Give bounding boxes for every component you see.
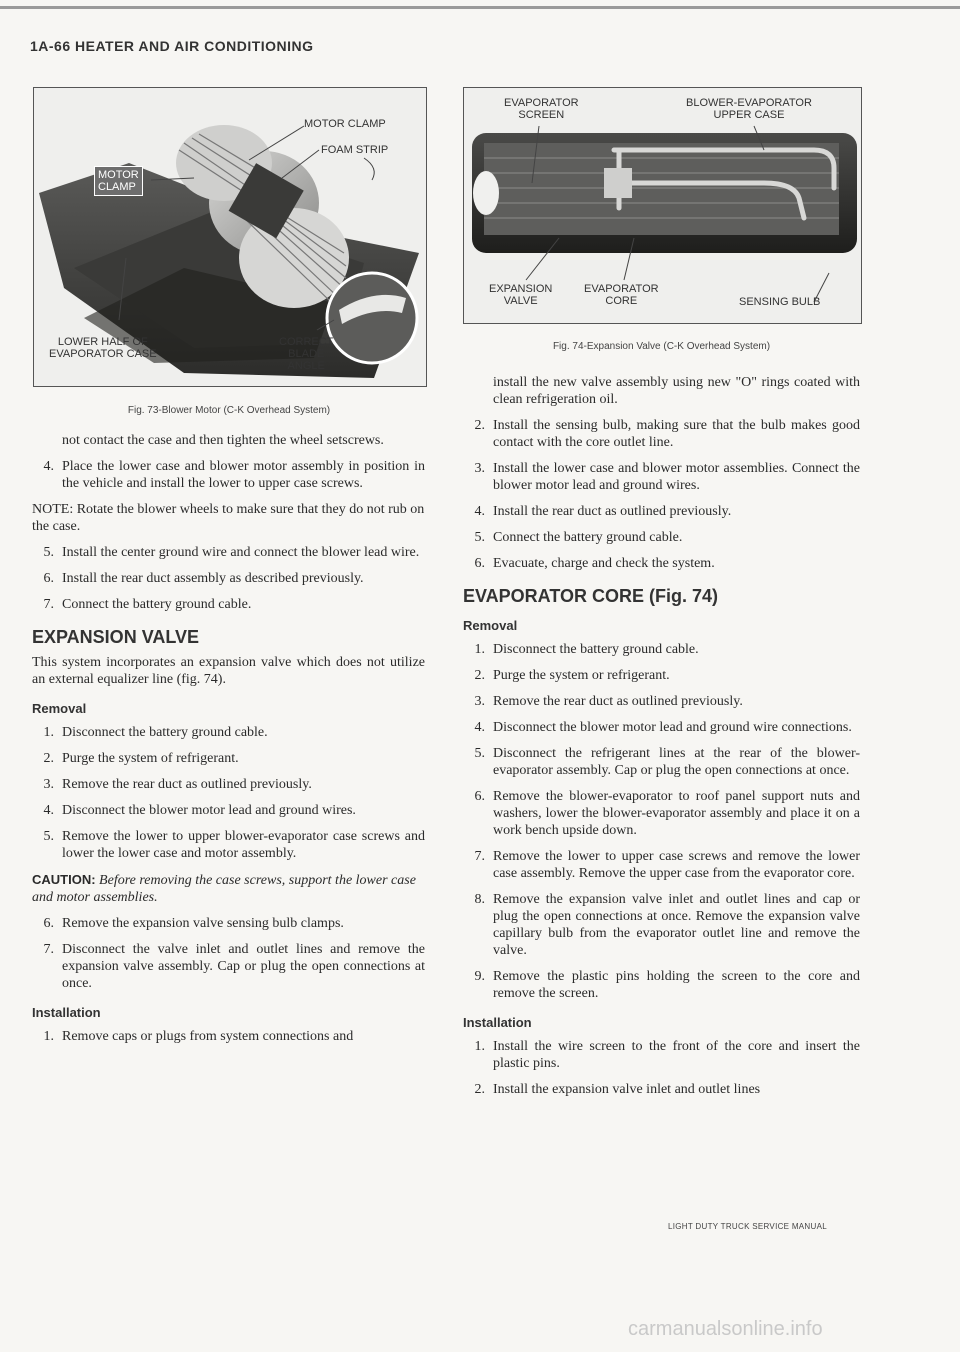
label-lower-half-case: LOWER HALF OF EVAPORATOR CASE (49, 336, 157, 360)
label-expansion-valve: EXPANSION VALVE (489, 283, 553, 307)
expansion-removal-heading: Removal (32, 701, 87, 716)
label-foam-strip: FOAM STRIP (321, 144, 389, 156)
step-text: Remove the expansion valve sensing bulb clamps. (62, 916, 344, 931)
list-item (463, 1081, 860, 1098)
step-number: 8. (474, 892, 485, 907)
step-number: 4. (474, 504, 485, 519)
figure-74-expansion-valve (463, 87, 862, 324)
step-text: Disconnect the blower motor lead and ground wire connections. (493, 720, 852, 735)
core-removal-heading: Removal (463, 618, 518, 633)
step-text: Purge the system of refrigerant. (62, 751, 239, 766)
list-item (32, 828, 425, 862)
label-motor-clamp-top: MOTOR CLAMP (304, 118, 386, 130)
step-number: 5. (43, 545, 54, 560)
note-rotate-wheels: NOTE: Rotate the blower wheels to make sure that they do not rub on the case. (32, 502, 425, 534)
expansion-removal-steps (32, 724, 425, 862)
label-sensing-bulb: SENSING BULB (739, 296, 821, 308)
list-item (463, 667, 860, 684)
list-item (32, 776, 425, 793)
step-number: 1. (474, 1039, 485, 1054)
figure-73-caption: Fig. 73-Blower Motor (C-K Overhead System) (127, 405, 331, 416)
expansion-installation-steps (32, 1028, 425, 1045)
list-item (463, 848, 860, 882)
step-number: 2. (474, 668, 485, 683)
step-number: 3. (43, 777, 54, 792)
step-number: 9. (474, 969, 485, 984)
list-item (463, 529, 860, 546)
step-number: 1. (43, 725, 54, 740)
step-text: Connect the battery ground cable. (62, 597, 252, 612)
expansion-installation-heading: Installation (32, 1005, 101, 1020)
right-intro: install the new valve assembly using new "O" rings coated with clean refrigeration oil. (493, 375, 860, 407)
step-number: 5. (474, 530, 485, 545)
step-number: 5. (43, 829, 54, 844)
step-text: Remove the blower-evaporator to roof panel support nuts and washers, lower the blower-evaporator assembly and place it on a work bench upside down. (493, 789, 860, 838)
step-text: Connect the battery ground cable. (493, 530, 683, 545)
step-text: Remove caps or plugs from system connections and (62, 1029, 354, 1044)
step-text: Install the sensing bulb, making sure that the bulb makes good contact with the core outlet line. (493, 418, 860, 450)
step-number: 6. (474, 789, 485, 804)
list-item (463, 891, 860, 959)
step-text: Remove the rear duct as outlined previously. (62, 777, 312, 792)
expansion-removal-steps-b (32, 915, 425, 992)
step-text: Disconnect the valve inlet and outlet lines and remove the expansion valve assembly. Cap or plug the open connections at once. (62, 942, 425, 991)
list-item (32, 802, 425, 819)
step-text: Install the center ground wire and connect the blower lead wire. (62, 545, 420, 560)
step-number: 7. (43, 942, 54, 957)
list-item (32, 1028, 425, 1045)
right-steps (463, 417, 860, 572)
figure-74-caption: Fig. 74-Expansion Valve (C-K Overhead System) (552, 341, 771, 352)
step-text: Install the lower case and blower motor assemblies. Connect the blower motor lead and ground wires. (493, 461, 860, 493)
expansion-valve-intro: This system incorporates an expansion valve which does not utilize an external equalizer line (fig. 74). (32, 655, 425, 687)
step-number: 6. (43, 916, 54, 931)
step-text: Install the expansion valve inlet and outlet lines (493, 1082, 761, 1097)
step-text: Remove the lower to upper blower-evaporator case screws and lower the lower case and motor assembly. (62, 829, 425, 861)
core-installation-steps (463, 1038, 860, 1098)
label-evaporator-core: EVAPORATOR CORE (584, 283, 659, 307)
list-item (32, 458, 425, 492)
step-number: 2. (43, 751, 54, 766)
step-text: Disconnect the refrigerant lines at the rear of the blower-evaporator assembly. Cap or plug the open connections at once. (493, 746, 860, 778)
step-number: 7. (474, 849, 485, 864)
label-correct-blade-angle: CORRECT BLADE ANGLE (279, 336, 334, 372)
page-header: 1A-66 HEATER AND AIR CONDITIONING (30, 38, 314, 54)
list-item (463, 503, 860, 520)
figure-73-blower-motor (33, 87, 427, 387)
step-text: Install the rear duct assembly as described previously. (62, 571, 364, 586)
step-text: Disconnect the battery ground cable. (62, 725, 268, 740)
list-item (463, 417, 860, 451)
step-text: Remove the plastic pins holding the screen to the core and remove the screen. (493, 969, 860, 1001)
list-item (463, 719, 860, 736)
step-text: Remove the lower to upper case screws and remove the lower case assembly. Remove the upper case from the evaporator core. (493, 849, 860, 881)
top-rule (0, 6, 960, 9)
list-item (463, 788, 860, 839)
step-text: Place the lower case and blower motor assembly in position in the vehicle and install the lower to upper case screws. (62, 459, 425, 491)
step-text: Purge the system or refrigerant. (493, 668, 670, 683)
list-item (32, 750, 425, 767)
caution-label: CAUTION: (32, 872, 96, 887)
step-number: 7. (43, 597, 54, 612)
step-number: 2. (474, 418, 485, 433)
caution-text: Before removing the case screws, support the lower case and motor assemblies. (32, 873, 416, 905)
list-item (32, 915, 425, 932)
step-number: 3. (474, 461, 485, 476)
list-item (463, 693, 860, 710)
step-text: Disconnect the blower motor lead and ground wires. (62, 803, 356, 818)
step-text: Remove the rear duct as outlined previously. (493, 694, 743, 709)
step-number: 1. (474, 642, 485, 657)
left-steps-a (32, 458, 425, 492)
section-evaporator-core: EVAPORATOR CORE (Fig. 74) (463, 586, 719, 606)
step-number: 4. (43, 459, 54, 474)
footer-manual-title: LIGHT DUTY TRUCK SERVICE MANUAL (668, 1222, 827, 1231)
step-number: 4. (43, 803, 54, 818)
caution-note (32, 871, 425, 906)
list-item (32, 570, 425, 587)
step-number: 2. (474, 1082, 485, 1097)
label-motor-clamp-box: MOTOR CLAMP (94, 166, 143, 196)
step-number: 6. (43, 571, 54, 586)
step-number: 3. (474, 694, 485, 709)
list-item (463, 641, 860, 658)
left-column (32, 432, 425, 1054)
step-number: 6. (474, 556, 485, 571)
core-installation-heading: Installation (463, 1015, 532, 1030)
step-text: Remove the expansion valve inlet and outlet lines and cap or plug the open connections at once. Remove the expansion valve capillary bulb from the evaporator outlet line and remove the valve. (493, 892, 860, 958)
step-text: Evacuate, charge and check the system. (493, 556, 715, 571)
list-item (463, 460, 860, 494)
list-item (463, 968, 860, 1002)
list-item (32, 941, 425, 992)
right-column (463, 374, 860, 1107)
step-number: 1. (43, 1029, 54, 1044)
list-item (463, 745, 860, 779)
left-steps-b (32, 544, 425, 613)
step-number: 4. (474, 720, 485, 735)
label-blower-evaporator-upper-case: BLOWER-EVAPORATOR UPPER CASE (686, 97, 812, 121)
list-item (463, 1038, 860, 1072)
list-item (32, 544, 425, 561)
step-text: Disconnect the battery ground cable. (493, 642, 699, 657)
list-item (32, 596, 425, 613)
section-expansion-valve: EXPANSION VALVE (32, 627, 200, 647)
list-item (463, 555, 860, 572)
left-intro: not contact the case and then tighten the wheel setscrews. (62, 433, 384, 448)
step-text: Install the wire screen to the front of the core and insert the plastic pins. (493, 1039, 860, 1071)
label-evaporator-screen: EVAPORATOR SCREEN (504, 97, 579, 121)
list-item (32, 724, 425, 741)
watermark: carmanualsonline.info (628, 1318, 823, 1340)
step-text: Install the rear duct as outlined previously. (493, 504, 732, 519)
core-removal-steps (463, 641, 860, 1002)
step-number: 5. (474, 746, 485, 761)
